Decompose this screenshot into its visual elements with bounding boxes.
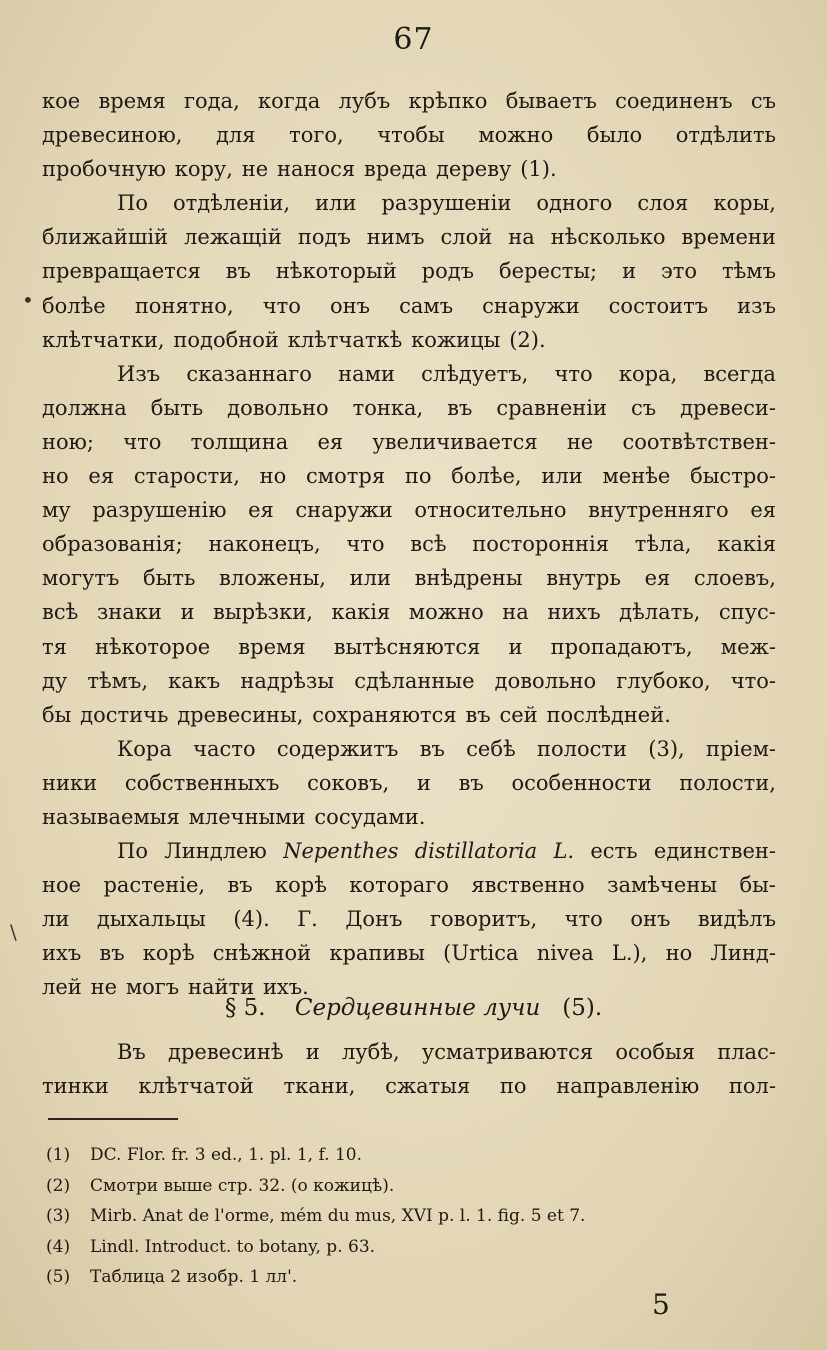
footnote-text: Смотри выше стр. 32. (о кожицѣ). bbox=[90, 1175, 395, 1196]
text-line: По отдѣленіи, или разрушеніи одного слоя коры, bbox=[117, 191, 776, 216]
footnote bbox=[46, 1262, 786, 1293]
text-line: пробочную кору, не нанося вреда дереву (1). bbox=[42, 157, 557, 182]
paragraph bbox=[42, 834, 776, 1004]
footnote bbox=[46, 1140, 786, 1171]
section-note-ref: (5). bbox=[562, 995, 603, 1021]
text-line: но ея старости, но смотря по болѣе, или менѣе быстро- bbox=[42, 464, 776, 489]
page-number: 67 bbox=[393, 22, 434, 57]
footnote-mark: (1) bbox=[46, 1145, 71, 1165]
text-line: тинки клѣтчатой ткани, сжатыя по направленію пол- bbox=[42, 1074, 776, 1099]
footnote-mark: (4) bbox=[46, 1236, 71, 1257]
paragraph bbox=[42, 186, 776, 356]
footnote-text: Таблица 2 изобр. 1 лл'. bbox=[90, 1267, 298, 1287]
text-line: ду тѣмъ, какъ надрѣзы сдѣланные довольно глубоко, что- bbox=[42, 668, 776, 693]
footnote bbox=[46, 1232, 786, 1263]
text-line: образованія; наконецъ, что всѣ постороннія тѣла, какія bbox=[42, 532, 776, 557]
text-line: Въ древесинѣ и лубѣ, усматриваются особыя плас- bbox=[117, 1040, 776, 1064]
body-text-block-2 bbox=[42, 1035, 776, 1103]
text-line: превращается въ нѣкоторый родъ бересты; и это тѣмъ bbox=[42, 259, 776, 284]
text-line: клѣтчатки, подобной клѣтчаткѣ кожицы (2). bbox=[42, 327, 546, 352]
text-line: бы достичь древесины, сохраняются въ сей послѣдней. bbox=[42, 702, 671, 727]
paragraph bbox=[42, 732, 776, 834]
footnote bbox=[46, 1171, 786, 1202]
section-heading bbox=[0, 990, 827, 1026]
footnotes bbox=[46, 1140, 786, 1293]
footnote-mark: (2) bbox=[46, 1175, 71, 1196]
paragraph bbox=[42, 84, 776, 186]
text-line: кое время года, когда лубъ крѣпко бываетъ соединенъ съ bbox=[42, 89, 776, 113]
section-title: Сердцевинные лучи bbox=[294, 995, 541, 1021]
body-text-block bbox=[42, 84, 776, 1005]
text-line: называемыя млечными сосудами. bbox=[42, 804, 426, 829]
stray-tick-mark: \ bbox=[10, 920, 17, 944]
text-line: Изъ сказаннаго нами слѣдуетъ, что кора, всегда bbox=[117, 361, 776, 386]
text-line: По Линдлею Nepenthes distillatoria L. есть единствен- bbox=[117, 839, 776, 864]
text-line: всѣ знаки и вырѣзки, какія можно на нихъ дѣлать, спус- bbox=[42, 600, 776, 625]
footnote-mark: (3) bbox=[46, 1206, 71, 1226]
footnote bbox=[46, 1201, 786, 1232]
text-line: му разрушенію ея снаружи относительно внутренняго ея bbox=[42, 498, 776, 523]
text-line: ближайшій лежащій подъ нимъ слой на нѣсколько времени bbox=[42, 225, 776, 250]
text-line: болѣе понятно, что онъ самъ снаружи состоитъ изъ bbox=[42, 293, 776, 318]
text-line: лей не могъ найти ихъ. bbox=[42, 975, 309, 1000]
footnote-rule bbox=[48, 1118, 178, 1120]
footnote-text: Lindl. Introduct. to botany, p. 63. bbox=[90, 1236, 376, 1257]
text-line: могутъ быть вложены, или внѣдрены внутрь ея слоевъ, bbox=[42, 566, 776, 591]
text-line: древесиною, для того, чтобы можно было отдѣлить bbox=[42, 123, 776, 148]
paragraph bbox=[42, 1035, 776, 1103]
text-line: ники собственныхъ соковъ, и въ особенности полости, bbox=[42, 770, 776, 795]
signature-mark: 5 bbox=[652, 1288, 670, 1321]
text-line: должна быть довольно тонка, въ сравненіи съ древеси- bbox=[42, 395, 776, 420]
paragraph bbox=[42, 357, 776, 732]
text-line: ное растеніе, въ корѣ котораго явственно замѣчены бы- bbox=[42, 873, 776, 898]
text-line: Кора часто содержитъ въ себѣ полости (3), пріем- bbox=[117, 736, 776, 761]
footnote-mark: (5) bbox=[46, 1267, 71, 1287]
text-line: ихъ въ корѣ снѣжной крапивы (Urtica nivea L.), но Линд- bbox=[42, 941, 776, 966]
footnote-text: DC. Flor. fr. 3 ed., 1. pl. 1, f. 10. bbox=[90, 1145, 363, 1165]
text-line: ною; что толщина ея увеличивается не соотвѣтствен- bbox=[42, 429, 776, 454]
text-line: ли дыхальцы (4). Г. Донъ говоритъ, что онъ видѣлъ bbox=[42, 907, 776, 932]
text-line: тя нѣкоторое время вытѣсняются и пропадаютъ, меж- bbox=[42, 634, 776, 659]
footnote-text: Mirb. Anat de l'orme, mém du mus, XVI p. l. 1. fig. 5 et 7. bbox=[90, 1206, 586, 1226]
section-number: § 5. bbox=[224, 995, 266, 1021]
stray-dot-mark: • bbox=[22, 288, 34, 312]
